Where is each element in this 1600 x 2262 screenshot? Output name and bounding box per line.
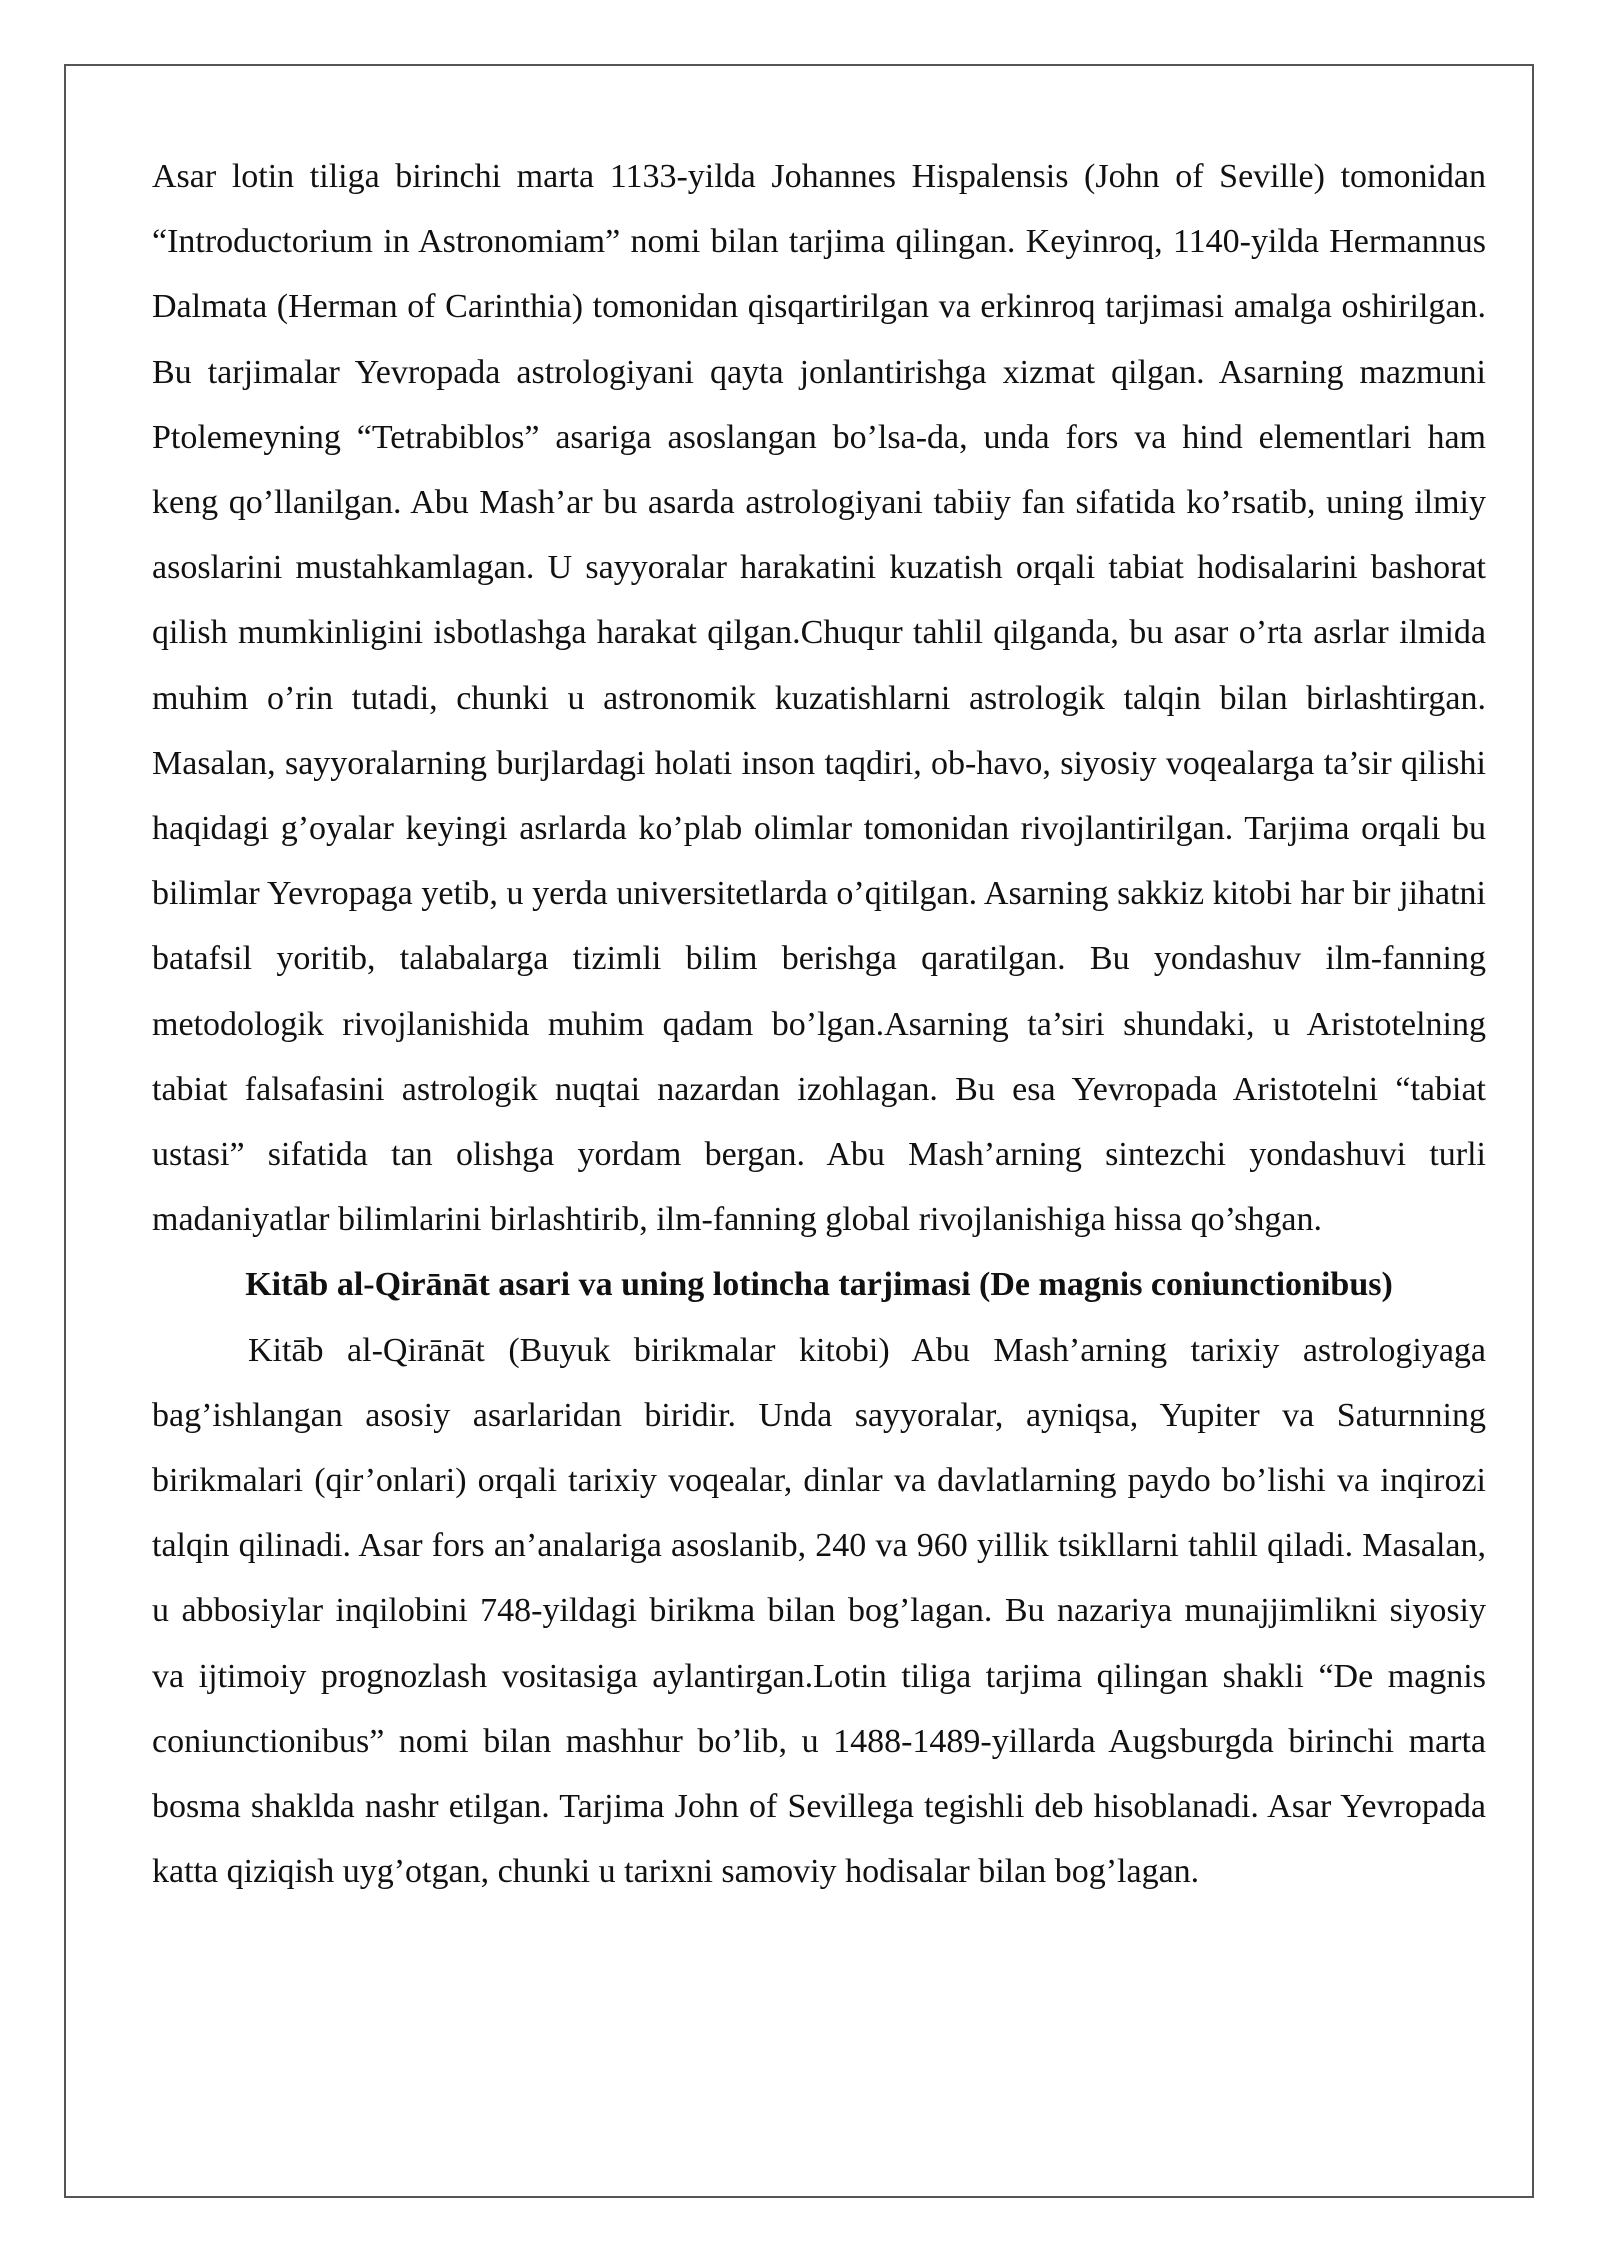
- document-body: [152, 144, 1486, 1904]
- body-paragraph: Asar lotin tiliga birinchi marta 1133-yilda Johannes Hispalensis (John of Seville) tomonidan “Introductorium in Astronomiam” nomi bilan tarjima qilingan. Keyinroq, 1140-yilda Hermannus Dalmata (Herman of Carinthia) tomonidan qisqartirilgan va erkinroq tarjimasi amalga oshirilgan. Bu tarjimalar Yevropada astrologiyani qayta jonlantirishga xizmat qilgan. Asarning mazmuni Ptolemeyning “Tetrabiblos” asariga asoslangan bo’lsa-da, unda fors va hind elementlari ham keng qo’llanilgan. Abu Mash’ar bu asarda astrologiyani tabiiy fan sifatida ko’rsatib, uning ilmiy asoslarini mustahkamlagan. U sayyoralar harakatini kuzatish orqali tabiat hodisalarini bashorat qilish mumkinligini isbotlashga harakat qilgan.Chuqur tahlil qilganda, bu asar o’rta asrlar ilmida muhim o’rin tutadi, chunki u astronomik kuzatishlarni astrologik talqin bilan birlashtirgan. Masalan, sayyoralarning burjlardagi holati inson taqdiri, ob-havo, siyosiy voqealarga ta’sir qilishi haqidagi g’oyalar keyingi asrlarda ko’plab olimlar tomonidan rivojlantirilgan. Tarjima orqali bu bilimlar Yevropaga yetib, u yerda universitetlarda o’qitilgan. Asarning sakkiz kitobi har bir jihatni batafsil yoritib, talabalarga tizimli bilim berishga qaratilgan. Bu yondashuv ilm-fanning metodologik rivojlanishida muhim qadam bo’lgan.Asarning ta’siri shundaki, u Aristotelning tabiat falsafasini astrologik nuqtai nazardan izohlagan. Bu esa Yevropada Aristotelni “tabiat ustasi” sifatida tan olishga yordam bergan. Abu Mash’arning sintezchi yondashuvi turli madaniyatlar bilimlarini birlashtirib, ilm-fanning global rivojlanishiga hissa qo’shgan.: [152, 158, 1486, 1239]
- body-paragraph: Kitāb al-Qirānāt (Buyuk birikmalar kitobi) Abu Mash’arning tarixiy astrologiyaga bag’ishlangan asosiy asarlaridan biridir. Unda sayyoralar, ayniqsa, Yupiter va Saturnning birikmalari (qir’onlari) orqali tarixiy voqealar, dinlar va davlatlarning paydo bo’lishi va inqirozi talqin qilinadi. Asar fors an’analariga asoslanib, 240 va 960 yillik tsikllarni tahlil qiladi. Masalan, u abbosiylar inqilobini 748-yildagi birikma bilan bog’lagan. Bu nazariya munajjimlikni siyosiy va ijtimoiy prognozlash vositasiga aylantirgan.Lotin tiliga tarjima qilingan shakli “De magnis coniunctionibus” nomi bilan mashhur bo’lib, u 1488-1489-yillarda Augsburgda birinchi marta bosma shaklda nashr etilgan. Tarjima John of Sevillega tegishli deb hisoblanadi. Asar Yevropada katta qiziqish uyg’otgan, chunki u tarixni samoviy hodisalar bilan bog’lagan.: [152, 1331, 1486, 1891]
- section-heading: Kitāb al-Qirānāt asari va uning lotincha tarjimasi (De magnis coniunctionibus): [245, 1266, 1393, 1304]
